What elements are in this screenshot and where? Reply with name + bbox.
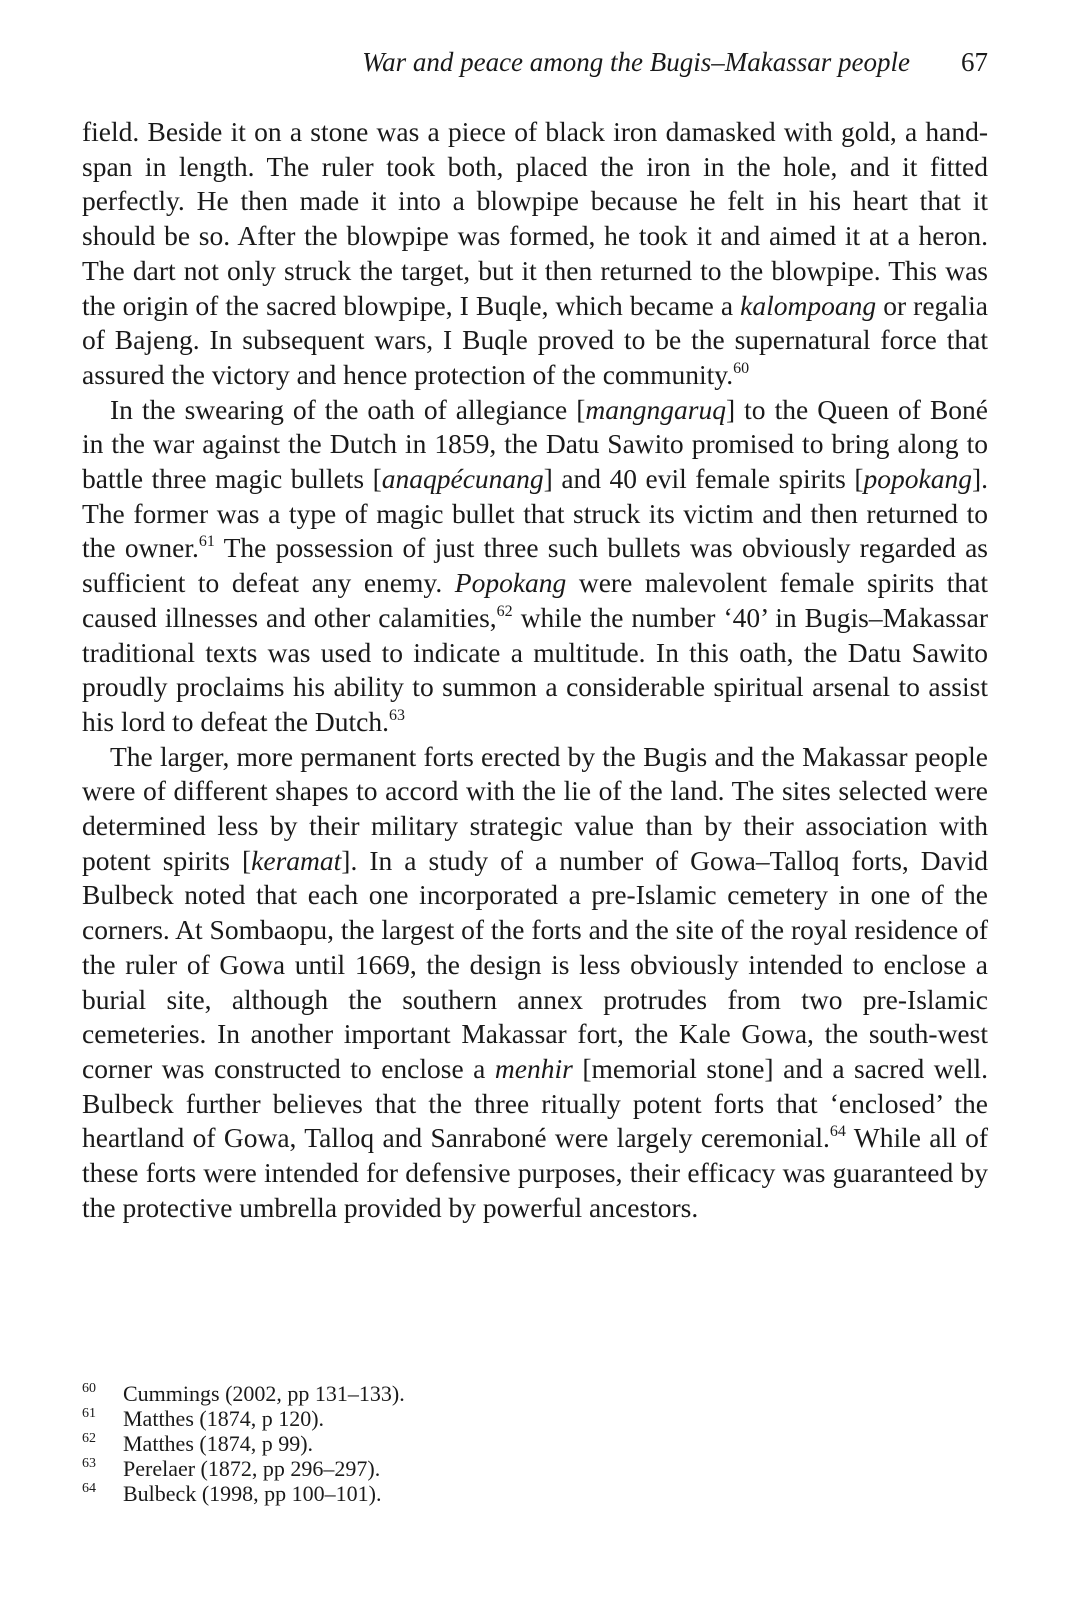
footnote-ref: 60 bbox=[733, 359, 750, 377]
footnote-number: 64 bbox=[82, 1481, 96, 1496]
running-head bbox=[82, 42, 988, 82]
footnote-number: 60 bbox=[82, 1381, 96, 1396]
footnote-number: 63 bbox=[82, 1456, 96, 1471]
page-number: 67 bbox=[961, 47, 988, 77]
paragraph-text: ] and 40 evil female spirits [ bbox=[543, 463, 864, 495]
paragraph-text: field. Beside it on a stone was a piece of black iron damasked with gold, a hand-span in length. The ruler took both, placed the iron in the hole, and it fitted perfectly. He then made it into a blowpipe because he felt in his heart that it should be so. After the blowpipe was formed, he took it and aimed it at a heron. The dart not only struck the target, but it then returned to the blowpipe. This was the origin of the sacred blowpipe, I Buqle, which became a bbox=[82, 116, 988, 321]
paragraph-text: ]. The former was a type of magic bullet that struck its victim and then returned to the owner. bbox=[82, 463, 988, 564]
running-title: War and peace among the Bugis–Makassar people bbox=[362, 47, 910, 77]
footnote-text: Matthes (1874, p 99). bbox=[123, 1431, 314, 1456]
footnotes bbox=[82, 1381, 988, 1506]
footnote-text: Bulbeck (1998, pp 100–101). bbox=[123, 1481, 382, 1506]
footnote-ref: 61 bbox=[198, 533, 215, 551]
italic-term: mangngaruq bbox=[585, 393, 726, 425]
italic-term: menhir bbox=[494, 1052, 573, 1084]
footnote bbox=[82, 1431, 988, 1456]
body-paragraph bbox=[82, 740, 988, 1226]
paragraph-text: The possession of just three such bullets was obviously regarded as sufficient to defeat any enemy. bbox=[82, 532, 988, 599]
italic-term: Popokang bbox=[454, 567, 567, 599]
footnote-ref: 63 bbox=[389, 706, 405, 724]
paragraph-text: were malevolent female spirits that caused illnesses and other calamities, bbox=[82, 567, 988, 633]
footnote-number: 62 bbox=[82, 1431, 96, 1446]
body-paragraph bbox=[82, 115, 988, 393]
footnote-number: 61 bbox=[82, 1406, 96, 1421]
body-paragraph bbox=[82, 393, 988, 740]
paragraph-text: [memorial stone] and a sacred well. Bulbeck further believes that the three ritually potent forts that ‘enclosed’ the heartland of Gowa, Talloq and Sanraboné were largely ceremonial. bbox=[82, 1052, 988, 1154]
footnote bbox=[82, 1406, 988, 1431]
paragraph-text: While all of these forts were intended for defensive purposes, their efficacy was guaranteed by the protective umbrella provided by powerful ancestors. bbox=[82, 1122, 989, 1223]
footnote bbox=[82, 1481, 988, 1506]
footnote-ref: 64 bbox=[829, 1123, 846, 1141]
footnote bbox=[82, 1456, 988, 1481]
paragraph-text: ] to the Queen of Boné in the war against the Dutch in 1859, the Datu Sawito promised to bring along to battle three magic bullets [ bbox=[82, 393, 988, 495]
paragraph-text: ]. In a study of a number of Gowa–Talloq forts, David Bulbeck noted that each one incorporated a pre-Islamic cemetery in one of the corners. At Sombaopu, the largest of the forts and the site of the royal residence of the ruler of Gowa until 1669, the design is less obviously intended to enclose a burial site, although the southern annex protrudes from two pre-Islamic cemeteries. In another important Makassar fort, the Kale Gowa, the south-west corner was constructed to enclose a bbox=[82, 844, 988, 1084]
paragraph-text: The larger, more permanent forts erected by the Bugis and the Makassar people were of different shapes to accord with the lie of the land. The sites selected were determined less by their military strategic value than by their association with potent spirits [ bbox=[82, 740, 988, 876]
italic-term: keramat bbox=[251, 844, 342, 876]
italic-term: anaqpécunang bbox=[381, 463, 544, 495]
italic-term: popokang bbox=[863, 463, 972, 495]
italic-term: kalompoang bbox=[740, 289, 877, 321]
paragraph-text: In the swearing of the oath of allegiance [ bbox=[110, 393, 586, 425]
body-text bbox=[82, 115, 988, 1226]
footnote-ref: 62 bbox=[496, 602, 513, 620]
paragraph-text: or regalia of Bajeng. In subsequent wars, I Buqle proved to be the supernatural force that assured the victory and hence protection of the community. bbox=[82, 289, 988, 390]
paragraph-text: while the number ‘40’ in Bugis–Makassar traditional texts was used to indicate a multitude. In this oath, the Datu Sawito proudly proclaims his ability to summon a considerable spiritual arsenal to assist his lord to defeat the Dutch. bbox=[82, 601, 988, 737]
footnote bbox=[82, 1381, 988, 1406]
footnote-text: Perelaer (1872, pp 296–297). bbox=[123, 1456, 381, 1481]
footnote-text: Matthes (1874, p 120). bbox=[123, 1406, 325, 1431]
footnote-text: Cummings (2002, pp 131–133). bbox=[123, 1381, 405, 1406]
